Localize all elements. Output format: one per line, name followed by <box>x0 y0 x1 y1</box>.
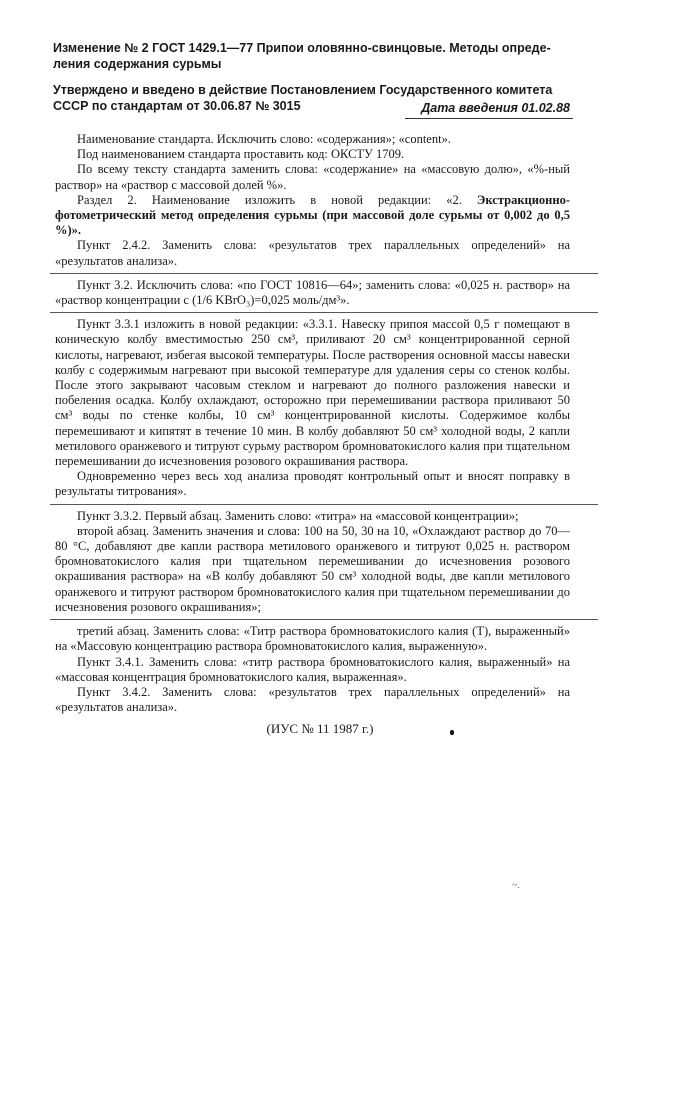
paragraph-3-3-1: Пункт 3.3.1 изложить в новой редакции: «3.3.1. Навеску припоя массой 0,5 г помещают в коническую колбу вместимостью 250 см³, приливают 20 см³ концентрированной серной кислоты, нагревают, избегая высокой температуры. После растворения основной массы навески колбу с содержимым нагревают при высокой температуре для удаления серы со стенок колбы. После этого закрывают часовым стеклом и нагревают до полного разложения навески и побеления осадка. Колбу охлаждают, осторожно при перемешивании раствора приливают 50 см³ воды по стенке колбы, 10 см³ концентрированной кислоты. Содержимое колбы перемешивают и кипятят в течение 10 мин. В колбу добавляют 50 см³ холодной воды, 2 капли метилового оранжевого и титруют сурьму раствором бромноватокислого калия при тщательном перемешивании до исчезновения розового окрашивания раствора. <box>55 317 570 469</box>
paragraph-replace-terms: По всему тексту стандарта заменить слова: «содержание» на «массовую долю», «%-ный раствор» на «раствор с массовой долей %». <box>55 162 570 192</box>
approved-line-1: Утверждено и введено в действие Постановлением Государственного комитета <box>53 83 553 97</box>
title-line-2: ления содержания сурьмы <box>53 57 222 71</box>
date-underline <box>405 118 573 119</box>
paragraph-section-2 <box>55 193 570 239</box>
divider <box>50 273 598 274</box>
paragraph-title-change: Наименование стандарта. Исключить слово: «содержания»; «content». <box>77 132 451 146</box>
approved-line-2: СССР по стандартам от 30.06.87 № 3015 <box>53 99 301 113</box>
divider <box>50 619 598 620</box>
paragraph-third: третий абзац. Заменить слова: «Титр раствора бромноватокислого калия (Т), выраженный» на «Массовую концентрацию раствора бромноватокислого калия, выраженную». <box>55 624 570 654</box>
paragraph-2-4-2: Пункт 2.4.2. Заменить слова: «результатов трех параллельных определений» на «результатов анализа». <box>55 238 570 268</box>
paragraph-control: Одновременно через весь ход анализа проводят контрольный опыт и вносят поправку в результаты титрования». <box>55 469 570 499</box>
footer-source <box>0 721 680 737</box>
paragraph-code: Под наименованием стандарта проставить код: ОКСТУ 1709. <box>77 147 405 162</box>
paragraph-3-2: Пункт 3.2. Исключить слова: «по ГОСТ 10816—64»; заменить слова: «0,025 н. раствор» на «раствор концентрации c (1/6 KBrO₃)=0,025 моль/дм³». <box>55 277 570 308</box>
section-2-text: Раздел 2. Наименование изложить в новой редакции: «2. <box>77 192 477 207</box>
paragraph-second: второй абзац. Заменить значения и слова: 100 на 50, 30 на 10, «Охлаждают раствор до 70—80 °С, добавляют две капли раствора метилового оранжевого и титруют 0,025 н. раствором бромноватокислого калия при тщательном перемешивании до исчезновения розового окрашивания раствора» на «В колбу добавляют 50 см³ холодной воды, две капли метилового оранжевого и титруют раствором бромноватокислого калия при тщательном перемешивании до исчезновения розового окрашивания»; <box>55 523 570 614</box>
paragraph-3-4-2: Пункт 3.4.2. Заменить слова: «результатов трех параллельных определений» на «результатов анализа». <box>55 684 570 715</box>
divider <box>50 312 598 313</box>
paragraph-3-3-2: Пункт 3.3.2. Первый абзац. Заменить слово: «титра» на «массовой концентрации»; <box>77 508 519 523</box>
title-line-1: Изменение № 2 ГОСТ 1429.1—77 Припои оловянно-свинцовые. Методы опреде- <box>53 41 551 55</box>
paragraph-3-4-1: Пункт 3.4.1. Заменить слова: «титр раствора бромноватокислого калия, выраженный» на «массовая концентрация бромноватокислого калия, выраженная». <box>55 654 570 684</box>
source-note: (ИУС № 11 1987 г.) <box>266 721 374 736</box>
speck-mark: ~. <box>512 880 520 891</box>
ink-dot <box>450 730 454 735</box>
effective-date: Дата введения 01.02.88 <box>421 101 570 115</box>
section-2-bold: Экстракционно-фотометрический метод определения сурьмы (при массовой доле сурьмы от 0,002 до 0,5 %)». <box>55 192 570 238</box>
document-body <box>55 132 570 715</box>
divider <box>50 504 598 505</box>
